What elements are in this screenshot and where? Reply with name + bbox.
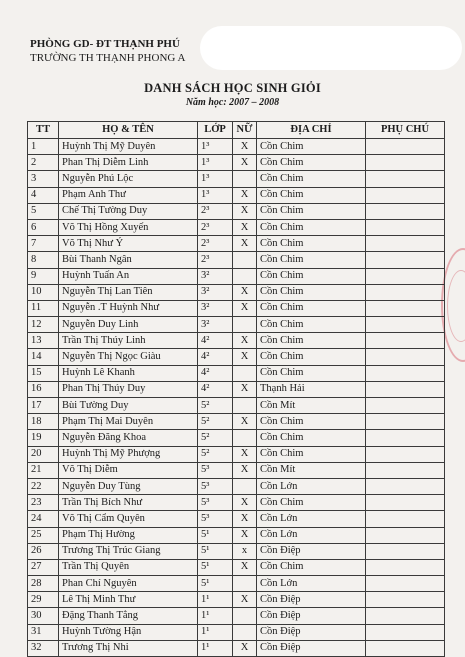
header-note: PHỤ CHÚ — [366, 122, 445, 139]
cell-note — [366, 640, 445, 656]
cell-name: Nguyễn Thị Lan Tiên — [59, 284, 198, 300]
cell-name: Phan Thị Diễm Linh — [59, 155, 198, 171]
cell-address: Cồn Lớn — [257, 576, 366, 592]
cell-female: X — [233, 139, 257, 155]
cell-tt: 19 — [28, 430, 59, 446]
cell-female — [233, 365, 257, 381]
cell-note — [366, 446, 445, 462]
cell-name: Võ Thị Diễm — [59, 462, 198, 478]
cell-address: Cồn Chim — [257, 559, 366, 575]
cell-tt: 22 — [28, 478, 59, 494]
cell-note — [366, 317, 445, 333]
cell-tt: 18 — [28, 414, 59, 430]
document-header — [30, 37, 185, 65]
cell-class: 2³ — [198, 236, 233, 252]
header-tt: TT — [28, 122, 59, 139]
cell-tt: 5 — [28, 203, 59, 219]
cell-note — [366, 527, 445, 543]
table-row — [28, 543, 445, 559]
header-female: NỮ — [233, 122, 257, 139]
cell-address: Cồn Điệp — [257, 592, 366, 608]
cell-note — [366, 414, 445, 430]
table-row — [28, 478, 445, 494]
cell-name: Phan Thị Thúy Duy — [59, 381, 198, 397]
cell-note — [366, 252, 445, 268]
cell-class: 1³ — [198, 187, 233, 203]
cell-note — [366, 543, 445, 559]
cell-class: 4² — [198, 333, 233, 349]
cell-class: 5² — [198, 446, 233, 462]
cell-class: 1¹ — [198, 624, 233, 640]
cell-class: 4² — [198, 365, 233, 381]
cell-note — [366, 398, 445, 414]
cell-tt: 21 — [28, 462, 59, 478]
cell-address: Cồn Chim — [257, 203, 366, 219]
table-row — [28, 300, 445, 316]
cell-name: Nguyễn Duy Linh — [59, 317, 198, 333]
cell-name: Võ Thị Như Ý — [59, 236, 198, 252]
redacted-area — [200, 26, 462, 70]
cell-class: 5¹ — [198, 576, 233, 592]
cell-female: X — [233, 559, 257, 575]
header-class: LỚP — [198, 122, 233, 139]
header-address: ĐỊA CHỈ — [257, 122, 366, 139]
cell-name: Phạm Anh Thư — [59, 187, 198, 203]
cell-class: 2³ — [198, 219, 233, 235]
cell-class: 3² — [198, 268, 233, 284]
cell-class: 1¹ — [198, 592, 233, 608]
cell-name: Trương Thị Nhi — [59, 640, 198, 656]
table-row — [28, 219, 445, 235]
cell-address: Cồn Chim — [257, 268, 366, 284]
table-row — [28, 398, 445, 414]
table-row — [28, 317, 445, 333]
cell-name: Huỳnh Thị Mỹ Duyên — [59, 139, 198, 155]
cell-female — [233, 430, 257, 446]
cell-tt: 9 — [28, 268, 59, 284]
cell-note — [366, 365, 445, 381]
cell-female — [233, 317, 257, 333]
cell-note — [366, 333, 445, 349]
table-row — [28, 171, 445, 187]
cell-female — [233, 171, 257, 187]
cell-name: Trần Thị Bích Như — [59, 495, 198, 511]
cell-tt: 3 — [28, 171, 59, 187]
cell-female: X — [233, 495, 257, 511]
table-row — [28, 624, 445, 640]
cell-note — [366, 300, 445, 316]
cell-address: Cồn Mít — [257, 398, 366, 414]
cell-tt: 12 — [28, 317, 59, 333]
cell-name: Trần Thị Thúy Linh — [59, 333, 198, 349]
student-table — [27, 121, 445, 657]
cell-female: X — [233, 381, 257, 397]
cell-tt: 13 — [28, 333, 59, 349]
table-row — [28, 349, 445, 365]
cell-tt: 27 — [28, 559, 59, 575]
cell-name: Phạm Thị Hường — [59, 527, 198, 543]
cell-female: X — [233, 592, 257, 608]
table-row — [28, 187, 445, 203]
cell-name: Nguyễn Phú Lộc — [59, 171, 198, 187]
cell-female — [233, 252, 257, 268]
cell-address: Cồn Chim — [257, 333, 366, 349]
cell-tt: 25 — [28, 527, 59, 543]
cell-female: X — [233, 300, 257, 316]
cell-note — [366, 268, 445, 284]
cell-class: 3² — [198, 300, 233, 316]
cell-class: 5³ — [198, 495, 233, 511]
cell-tt: 31 — [28, 624, 59, 640]
cell-address: Cồn Điệp — [257, 640, 366, 656]
cell-tt: 10 — [28, 284, 59, 300]
cell-class: 1³ — [198, 171, 233, 187]
cell-address: Cồn Chim — [257, 219, 366, 235]
cell-tt: 4 — [28, 187, 59, 203]
cell-female — [233, 608, 257, 624]
cell-female: X — [233, 446, 257, 462]
cell-tt: 8 — [28, 252, 59, 268]
cell-address: Cồn Điệp — [257, 543, 366, 559]
cell-tt: 29 — [28, 592, 59, 608]
table-row — [28, 495, 445, 511]
cell-female: X — [233, 219, 257, 235]
cell-address: Cồn Mít — [257, 462, 366, 478]
table-row — [28, 252, 445, 268]
school-year: Năm học: 2007 – 2008 — [185, 97, 280, 108]
cell-female: X — [233, 155, 257, 171]
cell-name: Huỳnh Tuấn An — [59, 268, 198, 284]
cell-class: 5¹ — [198, 559, 233, 575]
cell-note — [366, 478, 445, 494]
table-row — [28, 284, 445, 300]
cell-class: 1³ — [198, 139, 233, 155]
cell-name: Huỳnh Thị Mỹ Phượng — [59, 446, 198, 462]
cell-female — [233, 478, 257, 494]
cell-class: 4² — [198, 349, 233, 365]
cell-note — [366, 236, 445, 252]
cell-note — [366, 284, 445, 300]
cell-name: Phạm Thị Mai Duyên — [59, 414, 198, 430]
cell-name: Nguyễn .T Huỳnh Như — [59, 300, 198, 316]
cell-address: Cồn Chim — [257, 155, 366, 171]
cell-female — [233, 624, 257, 640]
cell-note — [366, 139, 445, 155]
cell-tt: 7 — [28, 236, 59, 252]
cell-name: Lê Thị Minh Thư — [59, 592, 198, 608]
cell-name: Võ Thị Hồng Xuyến — [59, 219, 198, 235]
cell-class: 5¹ — [198, 527, 233, 543]
cell-address: Cồn Chim — [257, 284, 366, 300]
cell-address: Cồn Chim — [257, 446, 366, 462]
table-row — [28, 268, 445, 284]
cell-class: 2³ — [198, 252, 233, 268]
table-row — [28, 527, 445, 543]
cell-note — [366, 349, 445, 365]
cell-name: Đặng Thanh Tẳng — [59, 608, 198, 624]
table-row — [28, 462, 445, 478]
department-name: PHÒNG GD- ĐT THẠNH PHÚ — [30, 38, 180, 50]
cell-name: Huỳnh Lê Khanh — [59, 365, 198, 381]
cell-class: 5³ — [198, 478, 233, 494]
cell-name: Huỳnh Tường Hận — [59, 624, 198, 640]
cell-female — [233, 576, 257, 592]
document-title: DANH SÁCH HỌC SINH GIỎI — [144, 81, 321, 95]
table-row — [28, 446, 445, 462]
cell-note — [366, 203, 445, 219]
cell-female: X — [233, 527, 257, 543]
cell-note — [366, 171, 445, 187]
cell-address: Cồn Điệp — [257, 608, 366, 624]
cell-note — [366, 219, 445, 235]
cell-name: Nguyễn Thị Ngọc Giàu — [59, 349, 198, 365]
cell-class: 2³ — [198, 203, 233, 219]
table-row — [28, 155, 445, 171]
cell-address: Cồn Chim — [257, 317, 366, 333]
school-name: TRƯỜNG TH THẠNH PHONG A — [30, 52, 186, 64]
cell-class: 1¹ — [198, 608, 233, 624]
cell-name: Phan Chí Nguyên — [59, 576, 198, 592]
cell-female: X — [233, 349, 257, 365]
table-row — [28, 559, 445, 575]
cell-name: Võ Thị Cẩm Quyên — [59, 511, 198, 527]
cell-address: Cồn Chim — [257, 236, 366, 252]
cell-address: Cồn Điệp — [257, 624, 366, 640]
cell-tt: 16 — [28, 381, 59, 397]
cell-female: x — [233, 543, 257, 559]
cell-note — [366, 495, 445, 511]
cell-name: Nguyễn Duy Tùng — [59, 478, 198, 494]
cell-note — [366, 511, 445, 527]
cell-female: X — [233, 414, 257, 430]
cell-note — [366, 559, 445, 575]
cell-note — [366, 624, 445, 640]
cell-class: 1¹ — [198, 640, 233, 656]
cell-tt: 23 — [28, 495, 59, 511]
cell-address: Cồn Chim — [257, 414, 366, 430]
cell-female: X — [233, 203, 257, 219]
cell-address: Cồn Lớn — [257, 478, 366, 494]
table-row — [28, 365, 445, 381]
table-row — [28, 430, 445, 446]
cell-tt: 17 — [28, 398, 59, 414]
cell-tt: 26 — [28, 543, 59, 559]
cell-tt: 20 — [28, 446, 59, 462]
cell-class: 5² — [198, 414, 233, 430]
cell-female: X — [233, 640, 257, 656]
cell-female: X — [233, 333, 257, 349]
cell-note — [366, 592, 445, 608]
cell-tt: 2 — [28, 155, 59, 171]
cell-address: Cồn Chim — [257, 495, 366, 511]
cell-address: Cồn Chim — [257, 139, 366, 155]
cell-address: Cồn Lớn — [257, 527, 366, 543]
cell-name: Chế Thị Tường Duy — [59, 203, 198, 219]
cell-tt: 6 — [28, 219, 59, 235]
table-header-row — [28, 122, 445, 139]
cell-female: X — [233, 462, 257, 478]
cell-tt: 30 — [28, 608, 59, 624]
cell-female: X — [233, 511, 257, 527]
cell-name: Bùi Tường Duy — [59, 398, 198, 414]
table-row — [28, 333, 445, 349]
cell-class: 5³ — [198, 462, 233, 478]
table-row — [28, 592, 445, 608]
cell-note — [366, 462, 445, 478]
cell-class: 4² — [198, 381, 233, 397]
table-row — [28, 139, 445, 155]
cell-class: 3² — [198, 317, 233, 333]
cell-female: X — [233, 187, 257, 203]
cell-name: Trần Thị Quyên — [59, 559, 198, 575]
cell-note — [366, 576, 445, 592]
cell-address: Cồn Chim — [257, 300, 366, 316]
table-row — [28, 381, 445, 397]
cell-female: X — [233, 236, 257, 252]
table-row — [28, 414, 445, 430]
cell-class: 5² — [198, 398, 233, 414]
cell-address: Cồn Lớn — [257, 511, 366, 527]
cell-female — [233, 268, 257, 284]
cell-name: Bùi Thanh Ngân — [59, 252, 198, 268]
cell-class: 5³ — [198, 511, 233, 527]
cell-address: Cồn Chim — [257, 365, 366, 381]
table-row — [28, 203, 445, 219]
cell-tt: 14 — [28, 349, 59, 365]
cell-note — [366, 608, 445, 624]
cell-class: 5² — [198, 430, 233, 446]
cell-class: 1³ — [198, 155, 233, 171]
cell-female — [233, 398, 257, 414]
cell-note — [366, 381, 445, 397]
cell-name: Trương Thị Trúc Giang — [59, 543, 198, 559]
cell-class: 5¹ — [198, 543, 233, 559]
cell-address: Thạnh Hải — [257, 381, 366, 397]
table-row — [28, 236, 445, 252]
cell-note — [366, 155, 445, 171]
cell-address: Cồn Chim — [257, 187, 366, 203]
cell-address: Cồn Chim — [257, 252, 366, 268]
cell-tt: 15 — [28, 365, 59, 381]
cell-class: 3² — [198, 284, 233, 300]
cell-note — [366, 187, 445, 203]
cell-address: Cồn Chim — [257, 349, 366, 365]
cell-address: Cồn Chim — [257, 171, 366, 187]
cell-tt: 32 — [28, 640, 59, 656]
cell-tt: 24 — [28, 511, 59, 527]
cell-tt: 28 — [28, 576, 59, 592]
table-row — [28, 608, 445, 624]
table-row — [28, 576, 445, 592]
cell-address: Cồn Chim — [257, 430, 366, 446]
header-name: HỌ & TÊN — [59, 122, 198, 139]
cell-female: X — [233, 284, 257, 300]
table-row — [28, 640, 445, 656]
table-row — [28, 511, 445, 527]
cell-tt: 1 — [28, 139, 59, 155]
cell-name: Nguyễn Đăng Khoa — [59, 430, 198, 446]
cell-tt: 11 — [28, 300, 59, 316]
cell-note — [366, 430, 445, 446]
